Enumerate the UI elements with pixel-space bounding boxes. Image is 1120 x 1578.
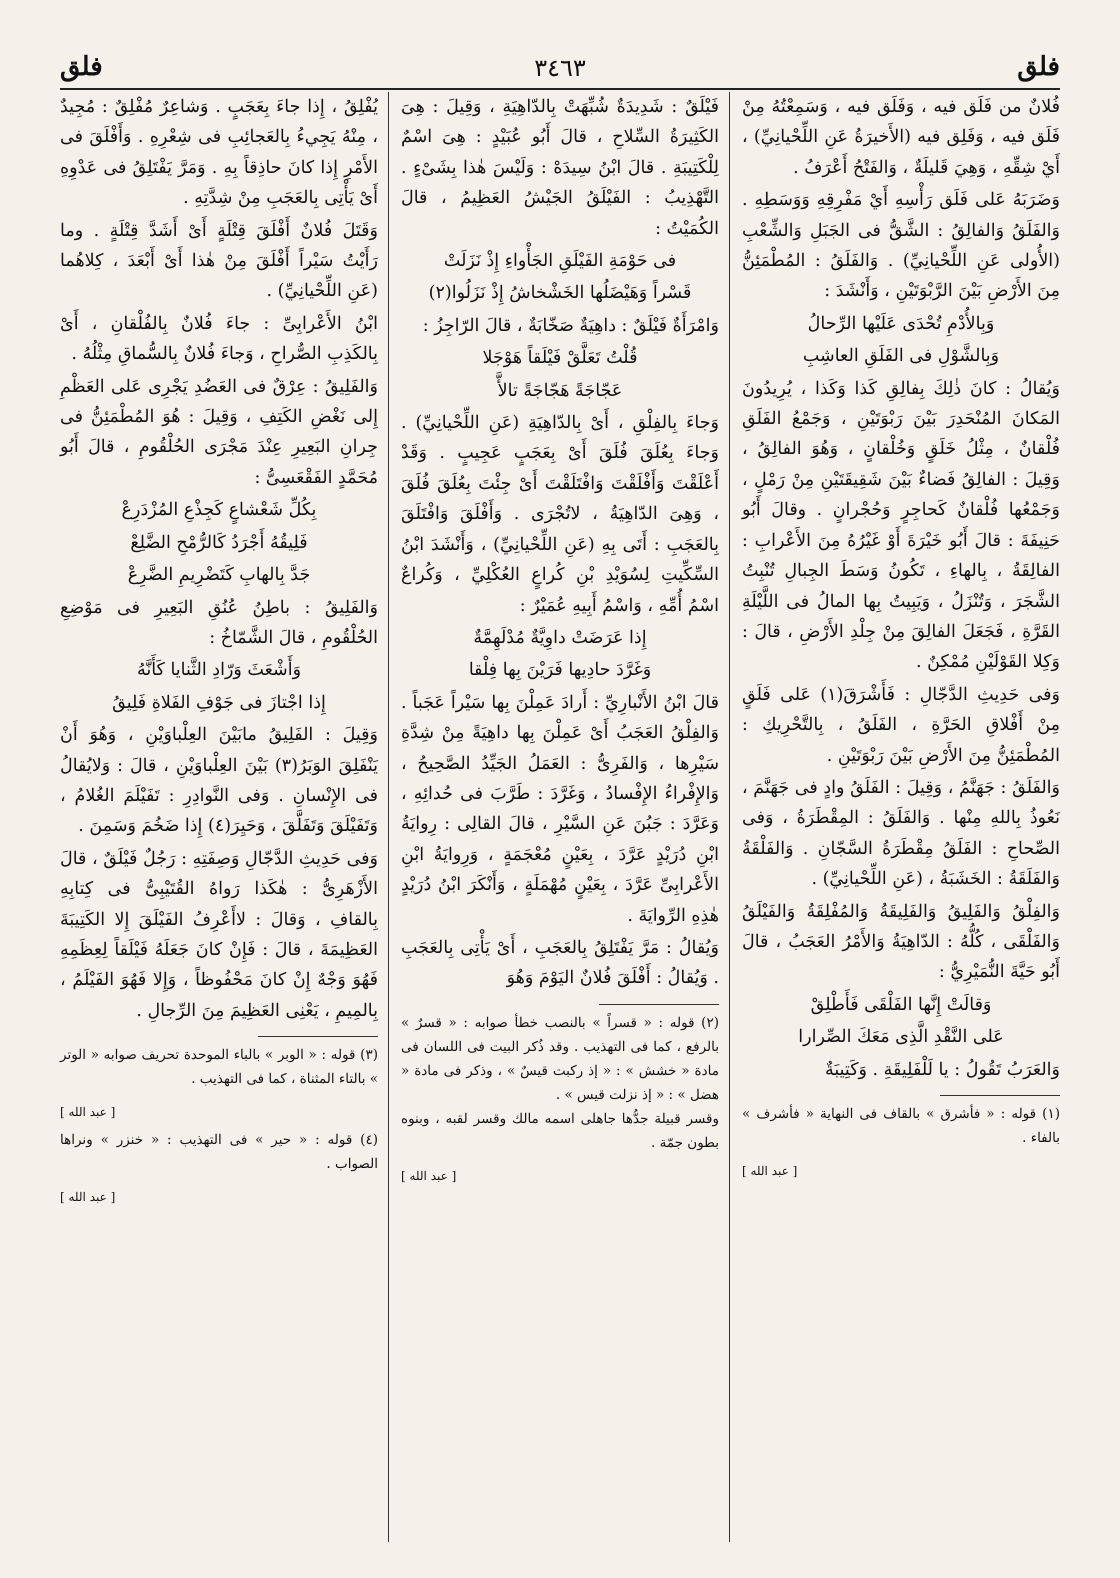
paragraph: قالَ ابْنُ الأَنْبارِيِّ : أَرادَ عَمِلْنَ بِها سَيْراً عَجَباً . وَالفِلْقُ العَجَبُ أَىْ عَمِلْنَ بِها داهِيَةً مِنْ شِدَّةِ سَيْرِها ، وَالفَرِىُّ : العَمَلُ الجَيِّدُ الصَّحِيحُ ، وَالإِفْراءُ الإِفْسادُ ، وَغَرَّدَ : طَرَّبَ فى حُدائِهِ ، وَعَرَّدَ : جَبُنَ عَنِ السَّيْرِ ، قالَ القالِى : رِوايَةُ ابْنِ دُرَيْدٍ عَرَّدَ ، بِعَيْنٍ مُعْجَمَةٍ ، وَرِوايَةُ ابْنِ الأَعْرابِىِّ عَرَّدَ ، بِعَيْنٍ مُهْمَلَةٍ ، وَأَنْكَرَ ابْنُ دُرَيْدٍ هٰذِهِ الرِّوايَةَ . bbox=[401, 692, 719, 926]
verse-line: بِكُلِّ شَعْشاعٍ كَجِذْعِ المُزْدَرِعْ bbox=[121, 500, 317, 521]
editor-signature: [ عبد الله ] bbox=[401, 1168, 457, 1183]
verse-line: وَبِالشَّوْلِ فى الفَلَقِ العاشِبِ bbox=[802, 346, 1000, 367]
verse-line: عَلى النَّقْدِ الَّذِى مَعَكَ الصِّرارا bbox=[798, 1027, 1004, 1048]
paragraph: وَالفَلِيقُ : عِرْقٌ فى العَضُدِ يَجْرِى عَلى العَظْمِ إِلى نَغْضِ الكَتِفِ ، وَقِيلَ : هُوَ المُطْمَئِنُّ فى جِرانِ البَعِيرِ عِنْدَ مَجْرَى الحُلْقُومِ ، قالَ أَبُو مُحَمَّدٍ الفَقْعَسِىُّ : bbox=[60, 376, 378, 488]
column-divider bbox=[729, 92, 730, 1542]
column-divider bbox=[388, 92, 389, 1542]
paragraph: ابْنُ الأَعْرابِىِّ : جاءَ فُلانٌ بِالفُلْقانِ ، أَىْ بِالكَذِبِ الصُّراحِ ، وَجاءَ فُلانٌ بِالسُّماقِ مِثْلُهُ . bbox=[60, 313, 378, 365]
column-left bbox=[60, 92, 378, 1542]
page-header bbox=[60, 48, 1060, 90]
paragraph: وَامْرَأَةٌ فَيْلَقٌ : داهِيَةٌ صَخّابَةٌ ، قالَ الرّاجِزُ : bbox=[422, 315, 719, 336]
verse-line: وَبِالأُدْمِ تُحْدَى عَلَيْها الرِّحالُ bbox=[807, 313, 995, 334]
verse-line: عَجّاجَةً هَجّاجَةً تالأَّ bbox=[497, 380, 623, 401]
paragraph: وَفى حَدِيثِ الدَّجّالِ وَصِفَتِهِ : رَجُلٌ فَيْلَقٌ ، قالَ الأَزْهَرِىُّ : هٰكَذا رَواهُ القُتَيْبِىُّ فى كِتابِهِ بِالقافِ ، وَقالَ : لاأَعْرِفُ الفَيْلَقَ إِلا الكَتِيبَةَ العَظِيمَةَ ، قالَ : فَإِنْ كانَ جَعَلَهُ فَيْلَقاً لِعِظَمِهِ فَهُوَ وَجْهٌ إِنْ كانَ مَحْفُوظاً ، وَإِلا فَهُوَ الفَيْلَمُ ، بِالمِيمِ ، يَعْنِى العَظِيمَ مِنَ الرِّجالِ . bbox=[60, 848, 378, 1021]
footnote: وقسر قبيلة جدُّها جاهلى اسمه مالك وقسر لقبه ، وبنوه بطون جمّة . bbox=[401, 1110, 719, 1151]
page-number: ٣٤٦٣ bbox=[534, 54, 586, 82]
verse-line: فَلِيقُهُ أَجْرَدُ كَالرُّمْحِ الضَّلِعْ bbox=[130, 532, 308, 553]
verse-line: إِذا عَرَضَتْ داوِيَّةٌ مُدْلَهِمَّةٌ bbox=[473, 627, 647, 648]
paragraph: وَيُقالُ : مَرَّ يَفْتَلِقُ بِالعَجَبِ ، أَىْ يَأْتِى بِالعَجَبِ . وَيُقالُ : أَفْلَقَ فُلانٌ اليَوْمَ وَهُوَ bbox=[401, 937, 719, 989]
headword-left: فلق bbox=[60, 52, 103, 82]
column-right bbox=[742, 92, 1060, 1542]
footnote: (١) قوله : « فأشرق » بالقاف فى النهاية « فأشرف » بالفاء . bbox=[742, 1106, 1060, 1146]
paragraph: وَفى حَدِيثِ الدَّجّالِ : فَأَشْرَقَ(١) عَلى فَلَقٍ مِنْ أَفْلاقِ الحَرَّةِ ، الفَلَقُ ، بِالتَّحْرِيكِ : المُطْمَئِنُّ مِنَ الأَرْضِ بَيْنَ رَبْوَتَيْنِ . bbox=[742, 684, 1060, 766]
verse-line: فى حَوْمَةِ الفَيْلَقِ الجَأْواءِ إِذْ نَزَلَتْ bbox=[443, 251, 677, 272]
paragraph: وَجاءَ بِالفِلْقِ ، أَىْ بِالدّاهِيَةِ (عَنِ اللِّحْيانِيِّ) . وَجاءَ بِعُلَقَ فُلَقَ أَىْ بِعَجَبٍ عَجِيبٍ . وَقَدْ أَعْلَقْتَ وَأَفْلَقْتَ وَافْتَلَقْتَ أَىْ جِئْتَ بِعُلَقَ فُلَقَ ، وَهِىَ الدّاهِيَةُ ، لاتُجْرَى . وَأَفْلَقَ وَافْتَلَقَ بِالعَجَبِ : أَتَى بِهِ (عَنِ اللِّحْيانِيِّ) ، وَأَنْشَدَ ابْنُ السِّكِّيتِ لِسُوَيْدِ بْنِ كُراعٍ العُكْلِيِّ ، وَكُراعٌ اسْمُ أُمِّهِ ، وَاسْمُ أَبِيهِ عُمَيْرٌ : bbox=[401, 413, 719, 616]
verse-line: وَأَشْعَثَ وَرّادِ الثَّنايا كَأَنَّهُ bbox=[136, 660, 302, 681]
headword-right: فلق bbox=[1017, 52, 1060, 82]
editor-signature: [ عبد الله ] bbox=[742, 1164, 798, 1178]
paragraph: وَالفَلِيقُ : باطِنُ عُنُقِ البَعِيرِ فى مَوْضِعِ الحُلْقُومِ ، قالَ الشَّمّاخُ : bbox=[60, 597, 378, 648]
footnote-rule bbox=[599, 1004, 719, 1005]
verse-line: قُلْتُ تَعَلَّقْ فَيْلَقاً هَوْجَلا bbox=[482, 348, 638, 369]
paragraph: وَالعَرَبُ تَقُولُ : يا لَلْفَلِيقَةِ . وَكَتِيبَةٌ bbox=[824, 1059, 1060, 1080]
paragraph: وَضَرَبَهُ عَلى فَلَق رَأْسِهِ أَيْ مَفْرِقِهِ وَوَسَطِهِ . وَالفَلَقُ وَالفالِقُ : الشَّقُّ فى الجَبَلِ وَالشِّعْبِ (الأُولى عَنِ اللِّحْيانِيِّ) . وَالفَلَقُ : المُطْمَئِنُّ مِنَ الأَرْضِ بَيْنَ الرَّبْوَتَيْنِ ، وَأَنْشَدَ : bbox=[742, 190, 1060, 302]
text-columns bbox=[60, 92, 1060, 1542]
paragraph: فُلانٌ من فَلَق فيه ، وَفَلَق فيه ، وَسَمِعْتُهُ مِنْ فَلَق فيه ، وَفَلِق فيه (الأَخيرَةُ عَنِ اللِّحْيانِيِّ) ، أَيْ شِقِّهِ ، وَهِيَ قَليلَةٌ ، وَالفَتْحُ أَعْرَفُ . bbox=[742, 97, 1060, 178]
verse-line: وَقالَتْ إِنَّها الفَلْقَى فَأَطْلِقْ bbox=[810, 994, 992, 1015]
editor-signature: [ عبد الله ] bbox=[60, 1105, 116, 1120]
paragraph: يُفْلِقُ ، إِذا جاءَ بِعَجَبٍ . وَشاعِرٌ مُفْلِقٌ : مُجِيدٌ ، مِنْهُ يَجِيءُ بِالعَجائِبِ فى شِعْرِهِ . وَأَفْلَقَ فى الأَمْرِ إِذا كانَ حاذِقاً بِهِ . وَمَرَّ يَفْتَلِقُ فى عَدْوِهِ أَىْ يَأْتِى بِالعَجَبِ مِنْ شِدَّتِهِ . bbox=[60, 97, 378, 209]
paragraph: وَيُقالُ : كانَ ذٰلِكَ بِفالِقِ كَذا وَكَذا ، يُرِيدُونَ المَكانَ المُنْحَدِرَ بَيْنَ رَبْوَتَيْنِ ، وَجَمْعُ الفَلَقِ فُلْقانٌ ، مِثْلُ خَلَقٍ وَخُلْقانٍ ، وَهُوَ الفالِقُ ، وَقِيلَ : الفالِقُ فَضاءٌ بَيْنَ شَقِيقَتَيْنِ مِنْ رَمْلٍ ، وَجَمْعُها فُلْقانٌ كَحاجِرٍ وَحُجْرانٍ . وقالَ أَبُو حَنِيفَةَ : قالَ أَبُو خَيْرَةَ أَوْ غَيْرُهُ مِنَ الأَعْرابِ : الفالِقَةُ ، بِالهاءِ ، تَكُونُ وَسَطَ الجِبالِ تُنْبِتُ الشَّجَرَ ، وَتُنْزَلُ ، وَيَبِيتُ بِها المالُ فى اللَّيْلَةِ القَرَّةِ ، فَجَعَلَ الفالِقَ مِنْ جِلْدِ الأَرْضِ ، قالَ : وَكِلا القَوْلَيْنِ مُمْكِنٌ . bbox=[742, 378, 1060, 673]
footnote-rule bbox=[940, 1095, 1060, 1096]
verse-line: إِذا اجْتازَ فى جَوْفِ الفَلاةِ فَلِيقُ bbox=[112, 692, 326, 713]
paragraph: فَيْلَقٌ : شَدِيدَةٌ شُبِّهَتْ بِالدّاهِيَةِ ، وَقِيلَ : هِىَ الكَثِيرَةُ السِّلاحِ ، قالَ أَبُو عُبَيْدٍ : هِىَ اسْمٌ لِلْكَتِيبَةِ . قالَ ابْنُ سِيدَهْ : وَلَيْسَ هٰذا بِشَىْءٍ . التَّهْذِيبُ : الفَيْلَقُ الجَيْشُ العَظِيمُ ، قالَ الكُمَيْتُ : bbox=[401, 97, 719, 239]
footnote: (٢) قوله : « قسراً » بالنصب خطأ صوابه : « قسرٌ » بالرفع ، كما فى التهذيب . وقد ذُكر البيت فى اللسان فى مادة « خشش » : « إذ ركبت قيسٌ » ، وذكر فى مادة « هضل » : « إذ نزلت قيس » . bbox=[401, 1014, 719, 1103]
paragraph: وَقِيلَ : الفَلِيقُ مابَيْنَ العِلْباوَيْنِ ، وَهُوَ أَنْ يَنْفَلِقَ الوَبَرُ(٣) بَيْنَ العِلْباوَيْنِ ، قالَ : وَلايُقالُ فى الإِنْسانِ . وَفى النَّوادِرِ : تَفَيْلَمَ الغُلامُ ، وَتَفَيْلَقَ وَتَفَلَّقَ ، وَحَيِرَ(٤) إِذا ضَخُمَ وَسَمِنَ . bbox=[60, 725, 378, 837]
column-middle bbox=[401, 92, 719, 1542]
verse-line: وَغَرَّدَ حادِيها فَرَيْنَ بِها فِلْقا bbox=[468, 660, 652, 681]
verse-line: جَدَّ بِالهابِ كَتَضْرِيمِ الضَّرِعْ bbox=[127, 565, 311, 586]
paragraph: وَقَتَلَ فُلانٌ أَفْلَقَ قِتْلَةٍ أَىْ أَشَدَّ قِتْلَةٍ . وما رَأَيْتُ سَيْراً أَفْلَقَ مِنْ هٰذا أَىْ أَبْعَدَ ، كِلاهُما (عَنِ اللِّحْيانِيِّ) . bbox=[60, 220, 378, 302]
editor-signature: [ عبد الله ] bbox=[60, 1189, 116, 1204]
verse-line: قَسْراً وَهَيْضَلُها الخَشْخاشُ إِذْ نَزَلُوا(٢) bbox=[428, 283, 692, 304]
paragraph: وَالفِلْقُ وَالفَلِيقُ وَالفَلِيقَةُ وَالمُفْلِقَةُ وَالفَيْلَقُ وَالفَلْقَى ، كُلُّهُ : الدّاهِيَةُ وَالأَمْرُ العَجَبُ ، قالَ أَبُو حَيَّةَ النُّمَيْرِيُّ : bbox=[742, 901, 1060, 983]
paragraph: وَالفَلَقُ : جَهَنَّمُ ، وَقِيلَ : الفَلَقُ وادٍ فى جَهَنَّمَ ، نَعُوذُ بِاللهِ مِنْها . وَالفَلَقُ : المِقْطَرَةُ ، وَفى الصِّحاحِ : الفَلَقُ مِقْطَرَةُ السَّجّانِ . وَالفَلْقَةُ وَالفَلَقَةُ : الخَشَبَةُ ، (عَنِ اللِّحْيانِيِّ) . bbox=[742, 777, 1060, 890]
footnote: (٣) قوله : « الوبر » بالباء الموحدة تحريف صوابه « الوتر » بالتاء المثناة ، كما فى التهذيب . bbox=[60, 1047, 378, 1088]
footnote-rule bbox=[258, 1036, 378, 1037]
footnote: (٤) قوله : « حير » فى التهذيب : « خنزر » ونراها الصواب . bbox=[60, 1131, 378, 1172]
